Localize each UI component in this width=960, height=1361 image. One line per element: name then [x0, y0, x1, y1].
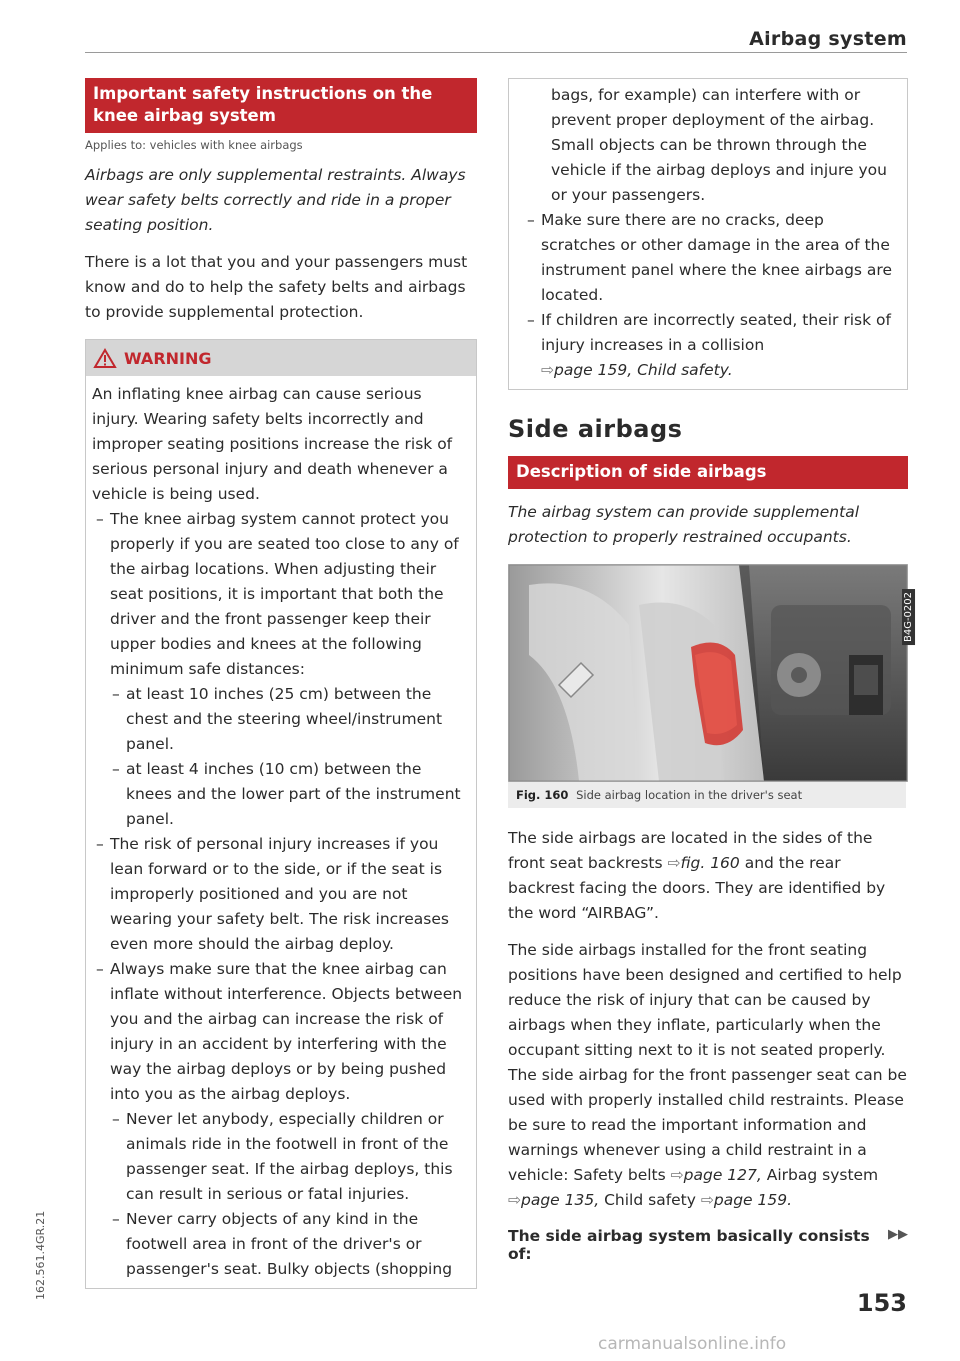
warning-subitem: – at least 4 inches (10 cm) between the knees and the lower part of the instrument panel. [92, 757, 466, 832]
applies-to: Applies to: vehicles with knee airbags [85, 138, 303, 152]
section-heading: Important safety instructions on the knee airbag system [85, 78, 477, 133]
running-header-title: Airbag system [749, 28, 907, 50]
reference-arrow-icon: ⇨ [667, 854, 681, 872]
right-column [508, 78, 914, 1263]
figure-side-airbag [508, 564, 914, 782]
figure-id-code: B4G-0202 [902, 589, 915, 645]
warning-box [85, 339, 477, 1289]
warning-item: – The knee airbag system cannot protect you properly if you are seated too close to any of the airbag locations. When adjusting their seat positions, it is important that both the driver and the front passenger keep their upper bodies and knees at the following minimum safe distances: [92, 507, 466, 682]
warning-continued-text: bags, for example) can interfere with or prevent proper deployment of the airbag. Small objects can be thrown through the vehicle if the airbag deploys and injure you or your passengers. [551, 86, 887, 204]
warning-subitem: – Never carry objects of any kind in the footwell area in front of the driver's or passenger's seat. Bulky objects (shopping [92, 1207, 466, 1282]
warning-continued-box [508, 78, 908, 390]
warning-item: – If children are incorrectly seated, their risk of injury increases in a collision ⇨page 159, Child safety. [523, 308, 895, 383]
watermark: carmanualsonline.info [598, 1334, 787, 1354]
side-airbag-system-heading: The side airbag system basically consists of: ▶▶ [508, 1227, 908, 1263]
reference-arrow-icon: ⇨ [670, 1166, 684, 1184]
document-code: 162.561.4GR.21 [34, 1210, 47, 1300]
warning-item: – Always make sure that the knee airbag can inflate without interference. Objects between you and the airbag can increase the risk of injury in an accident by interfering with the way the airbag deploys or by being pushed into you as the airbag deploys. [92, 957, 466, 1107]
figure-link[interactable]: fig. 160 [680, 854, 740, 872]
warning-item: – Make sure there are no cracks, deep scratches or other damage in the area of the instrument panel where the knee airbags are located. [523, 208, 895, 308]
child-safety-link[interactable]: page 159, Child safety. [554, 361, 733, 379]
reference-arrow-icon: ⇨ [541, 361, 554, 379]
page-header [85, 28, 907, 53]
warning-item: – The risk of personal injury increases if you lean forward or to the side, or if the seat is improperly positioned and you are not wearing your safety belt. The risk increases even more should the airbag deploy. [92, 832, 466, 957]
figure-caption-text: Side airbag location in the driver's seat [576, 788, 803, 802]
child-safety-link-2[interactable]: page 159. [713, 1191, 793, 1209]
page-number: 153 [856, 1289, 907, 1317]
reference-arrow-icon: ⇨ [508, 1191, 521, 1209]
warning-title: WARNING [124, 348, 212, 368]
warning-triangle-icon [94, 349, 116, 368]
warning-intro: An inflating knee airbag can cause serious injury. Wearing safety belts incorrectly and improper seating positions increase the risk of serious personal injury and death whenever a vehicle is being used. [92, 385, 453, 503]
body-paragraph-2: The side airbags installed for the front seating positions have been designed and certified to help reduce the risk of injury that can be caused by airbags when they inflate, particularly when the occupant sitting next to it is not seated properly. The side airbag for the front passenger seat can be used with properly installed child restraints. Please be sure to read the important information and warnings whenever using a child restraint in a vehicle: Safety belts ⇨page 127, Airbag system ⇨page 135, Child safety ⇨page 159. [508, 941, 907, 1209]
warning-subitem: – Never let anybody, especially children or animals ride in the footwell in front of the passenger seat. If the airbag deploys, this can result in serious or fatal injuries. [92, 1107, 466, 1207]
warning-subitem: – at least 10 inches (25 cm) between the chest and the steering wheel/instrument panel. [92, 682, 466, 757]
body-paragraph: There is a lot that you and your passengers must know and do to help the safety belts and airbags to provide supplemental protection. [85, 253, 468, 321]
intro-text: Airbags are only supplemental restraints. Always wear safety belts correctly and ride in a proper seating position. [85, 166, 466, 234]
subsection-heading: Description of side airbags [508, 456, 908, 489]
section-title: Side airbags [508, 415, 683, 443]
continue-arrow-icon: ▶▶ [888, 1227, 908, 1242]
side-airbag-photo [509, 565, 907, 781]
figure-label: Fig. 160 [516, 788, 569, 802]
left-column [85, 78, 477, 1289]
body-paragraph-1: The side airbags are located in the sides of the front seat backrests ⇨fig. 160 and the rear backrest facing the doors. They are identified by the word “AIRBAG”. [508, 829, 886, 922]
warning-body [86, 376, 476, 1288]
reference-arrow-icon: ⇨ [700, 1191, 714, 1209]
intro-text: The airbag system can provide supplemental protection to properly restrained occupants. [508, 503, 860, 546]
warning-header [86, 340, 476, 376]
safety-belts-link[interactable]: page 127, [683, 1166, 762, 1184]
airbag-system-link[interactable]: page 135, [521, 1191, 600, 1209]
figure-caption [508, 782, 906, 808]
